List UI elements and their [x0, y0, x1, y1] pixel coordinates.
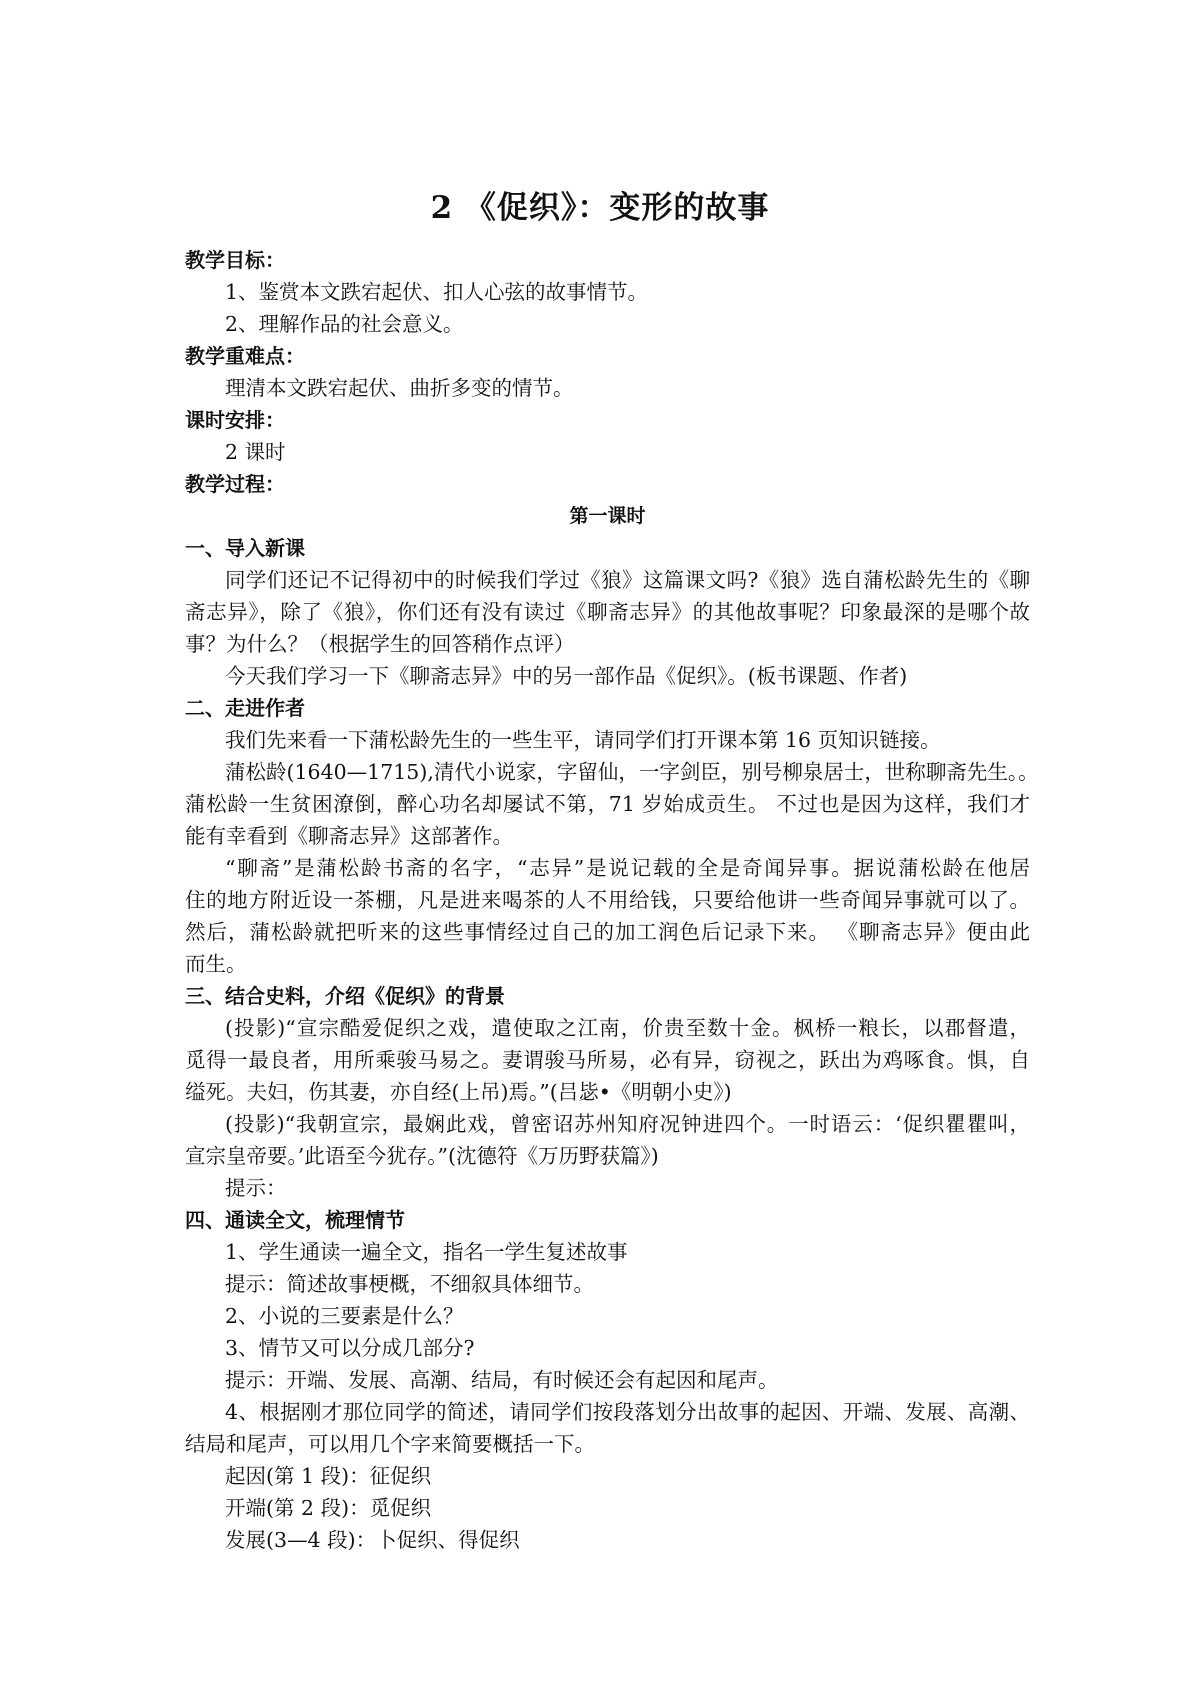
section-heading-process: 教学过程： — [185, 472, 285, 496]
schedule-text: 2 课时 — [225, 440, 286, 464]
section-heading-schedule: 课时安排： — [185, 408, 285, 432]
list-item: 提示：简述故事梗概，不细叙具体细节。 — [225, 1272, 594, 1296]
paragraph-line: (投影)“我朝宣宗，最娴此戏，曾密诏苏州知府况钟进四个。一时语云：‘促织瞿瞿叫， — [225, 1112, 1030, 1136]
paragraph-line: (投影)“宣宗酷爱促织之戏，遣使取之江南，价贵至数十金。枫桥一粮长，以郡督遣， — [225, 1016, 1030, 1040]
objective-item: 1、鉴赏本文跌宕起伏、扣人心弦的故事情节。 — [225, 280, 649, 304]
paragraph-line: “聊斋”是蒲松龄书斋的名字，“志异”是说记载的全是奇闻异事。据说蒲松龄在他居 — [225, 856, 1030, 880]
paragraph-line: 我们先来看一下蒲松龄先生的一些生平，请同学们打开课本第 16 页知识链接。 — [225, 728, 941, 752]
paragraph-line: 4、根据刚才那位同学的简述，请同学们按段落划分出故事的起因、开端、发展、高潮、 — [225, 1400, 1030, 1424]
paragraph-line: 宣宗皇帝要。’此语至今犹存。”(沈德符《万历野获篇》) — [185, 1144, 659, 1168]
part-heading-1: 一、导入新课 — [185, 536, 305, 560]
part-heading-3: 三、结合史料，介绍《促织》的背景 — [185, 984, 505, 1008]
paragraph-line: 缢死。夫妇，伤其妻，亦自经(上吊)焉。”(吕毖•《明朝小史》) — [185, 1080, 732, 1104]
plot-item: 起因(第 1 段)：征促织 — [225, 1464, 432, 1488]
part-heading-4: 四、通读全文，梳理情节 — [185, 1208, 405, 1232]
list-item: 提示：开端、发展、高潮、结局，有时候还会有起因和尾声。 — [225, 1368, 779, 1392]
list-item: 3、情节又可以分成几部分? — [225, 1336, 475, 1360]
hint-label: 提示： — [225, 1176, 287, 1200]
list-item: 1、学生通读一遍全文，指名一学生复述故事 — [225, 1240, 628, 1264]
paragraph-line: 然后，蒲松龄就把听来的这些事情经过自己的加工润色后记录下来。 《聊斋志异》便由此 — [185, 920, 1030, 944]
plot-item: 发展(3—4 段)：卜促织、得促织 — [225, 1528, 520, 1552]
paragraph-line: 蒲松龄一生贫困潦倒，醉心功名却屡试不第，71 岁始成贡生。 不过也是因为这样，我们才 — [185, 792, 1030, 816]
list-item: 2、小说的三要素是什么？ — [225, 1304, 464, 1328]
paragraph-line: 而生。 — [185, 952, 247, 976]
paragraph-line: 住的地方附近设一茶棚，凡是进来喝茶的人不用给钱，只要给他讲一些奇闻异事就可以了。 — [185, 888, 1030, 912]
paragraph-line: 今天我们学习一下《聊斋志异》中的另一部作品《促织》。(板书课题、作者) — [225, 664, 908, 688]
paragraph-line: 同学们还记不记得初中的时候我们学过《狼》这篇课文吗?《狼》选自蒲松龄先生的《聊 — [225, 568, 1030, 592]
part-heading-2: 二、走进作者 — [185, 696, 305, 720]
section-heading-objectives: 教学目标： — [185, 248, 285, 272]
paragraph-line: 能有幸看到《聊斋志异》这部著作。 — [185, 824, 513, 848]
paragraph-line: 事？为什么？（根据学生的回答稍作点评） — [185, 632, 575, 656]
section-heading-key-points: 教学重难点： — [185, 344, 305, 368]
page-title: 2 《促织》：变形的故事 — [430, 190, 770, 226]
plot-item: 开端(第 2 段)：觅促织 — [225, 1496, 432, 1520]
lesson-heading: 第一课时 — [569, 505, 646, 527]
key-points-text: 理清本文跌宕起伏、曲折多变的情节。 — [225, 376, 574, 400]
paragraph-line: 结局和尾声，可以用几个字来简要概括一下。 — [185, 1432, 595, 1456]
objective-item: 2、理解作品的社会意义。 — [225, 312, 464, 336]
paragraph-line: 觅得一最良者，用所乘骏马易之。妻谓骏马所易，必有异，窃视之，跃出为鸡啄食。惧，自 — [185, 1048, 1030, 1072]
paragraph-line: 蒲松龄(1640—1715),清代小说家，字留仙，一字剑臣，别号柳泉居士，世称聊斋先生。。 — [225, 760, 1039, 784]
paragraph-line: 斋志异》，除了《狼》，你们还有没有读过《聊斋志异》的其他故事呢？印象最深的是哪个故 — [185, 600, 1030, 624]
